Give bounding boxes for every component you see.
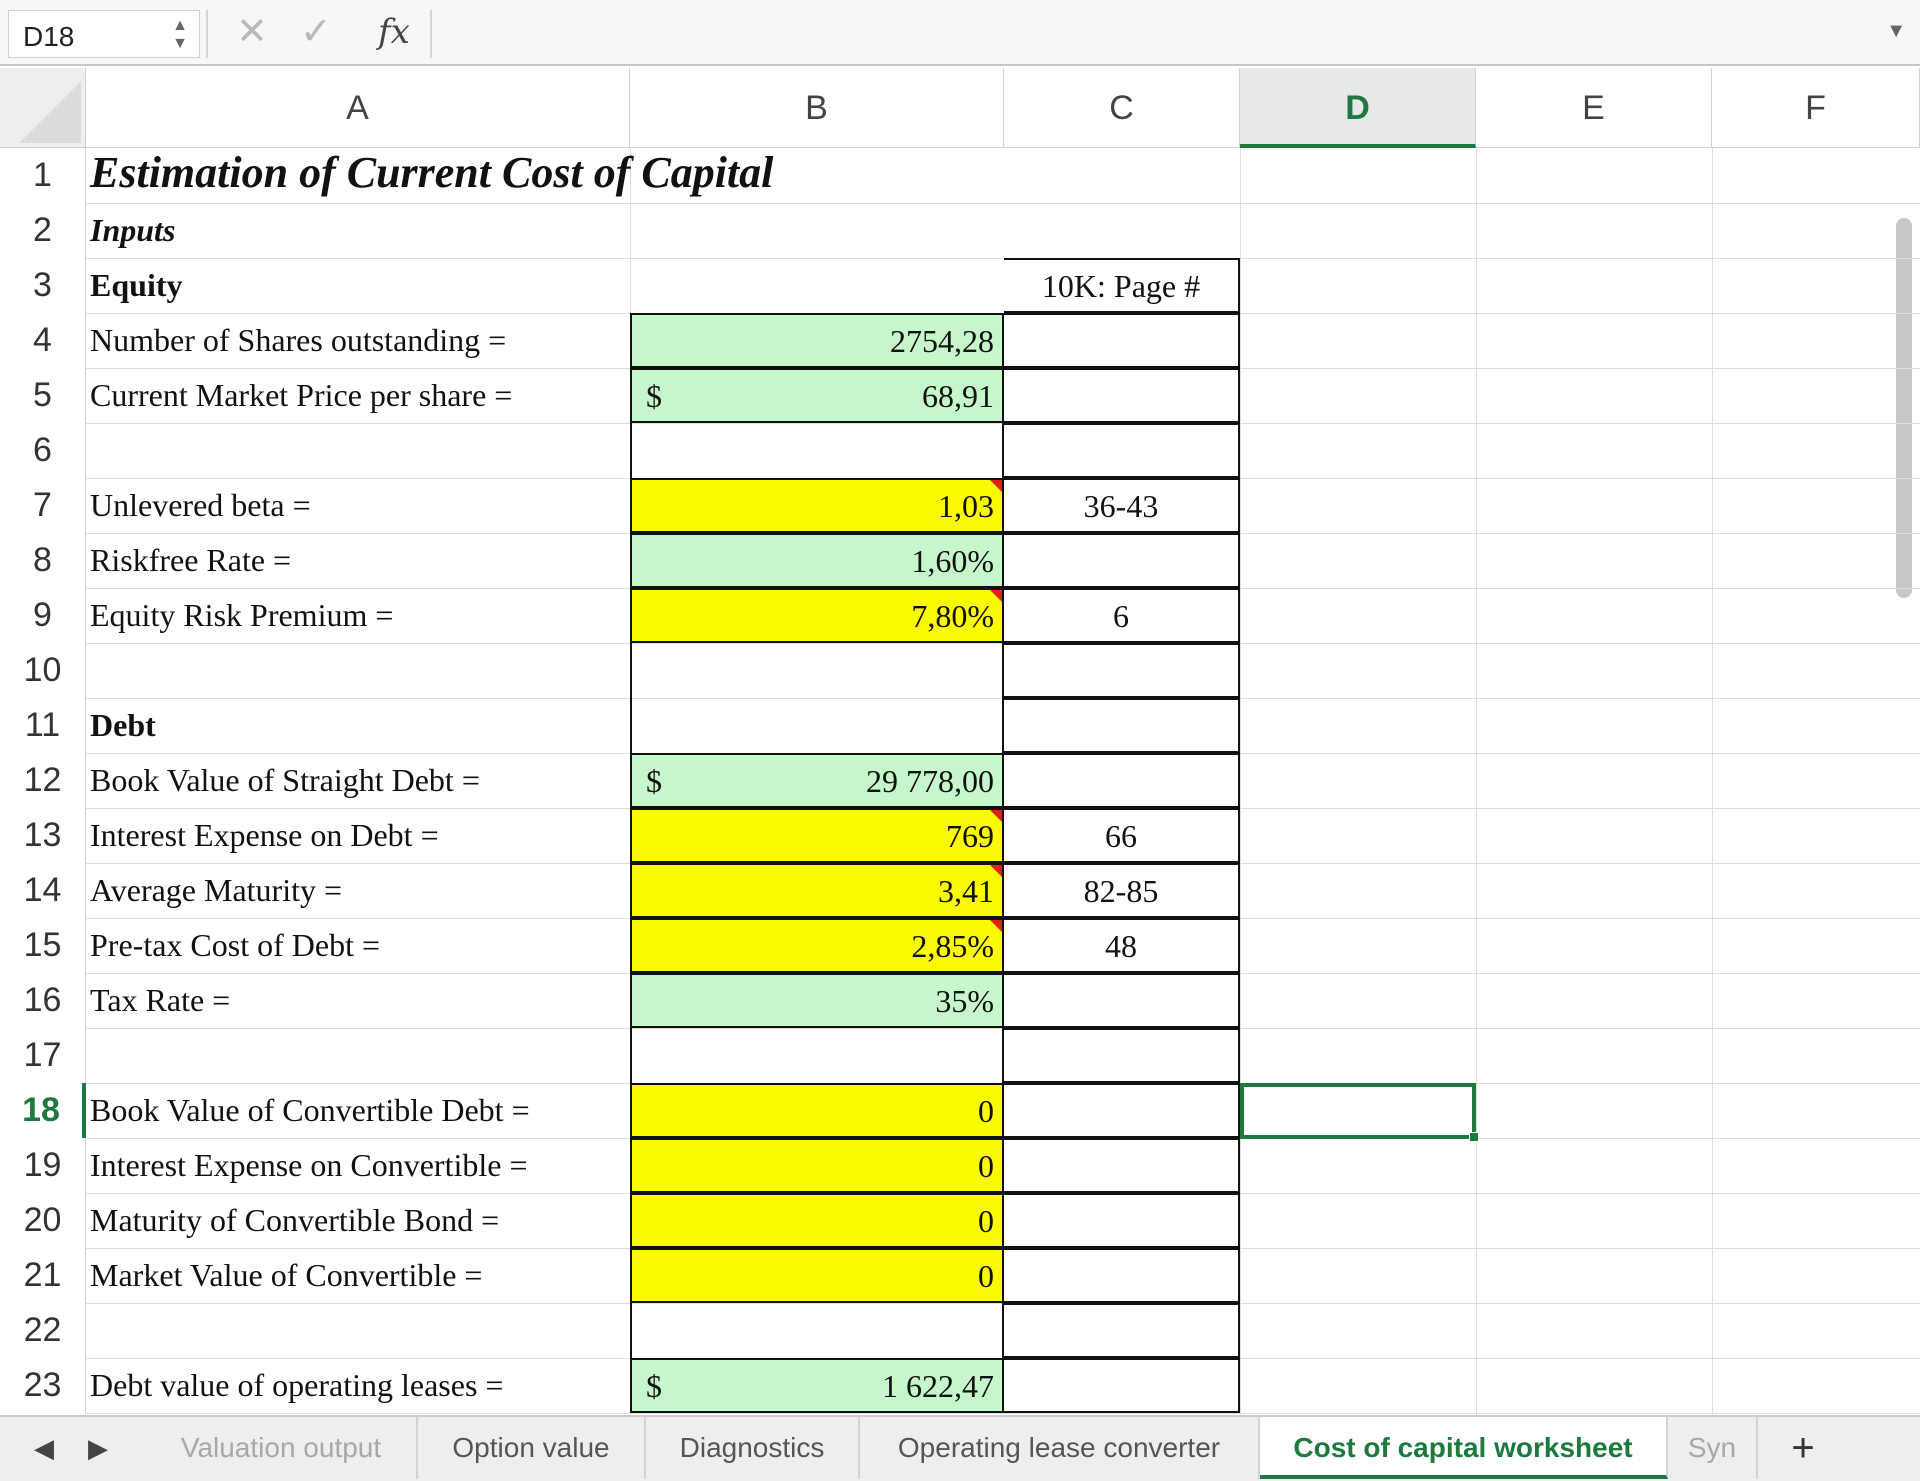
- cell-c20[interactable]: [1004, 1193, 1240, 1248]
- cell-c12[interactable]: [1004, 753, 1240, 808]
- cell-b5-value: 68,91: [922, 378, 994, 414]
- sheet-tab-operating-lease-converter[interactable]: Operating lease converter: [860, 1417, 1260, 1479]
- name-box-stepper-icon[interactable]: ▲ ▼: [172, 17, 188, 52]
- cell-b12[interactable]: [630, 753, 1004, 808]
- cell-b7-value: 1,03: [938, 488, 994, 524]
- cell-b19-value: 0: [978, 1148, 994, 1184]
- gridline-vertical: [1240, 148, 1241, 1415]
- row-header-18[interactable]: 18: [0, 1083, 86, 1138]
- cell-a5[interactable]: Current Market Price per share =: [90, 377, 513, 413]
- cell-b6[interactable]: [630, 423, 1004, 478]
- cell-c10[interactable]: [1004, 643, 1240, 698]
- row-header-12[interactable]: 12: [0, 753, 86, 808]
- cell-c14[interactable]: [1004, 863, 1240, 918]
- cell-c18[interactable]: [1004, 1083, 1240, 1138]
- cell-a20[interactable]: Maturity of Convertible Bond =: [90, 1202, 500, 1238]
- triangle-right-icon[interactable]: ▶: [88, 1433, 108, 1463]
- cell-b22[interactable]: [630, 1303, 1004, 1358]
- triangle-left-icon[interactable]: ◀: [34, 1433, 54, 1463]
- name-box-value[interactable]: D18: [23, 21, 75, 52]
- cell-c22[interactable]: [1004, 1303, 1240, 1358]
- fill-handle[interactable]: [1469, 1132, 1479, 1142]
- row-header-11[interactable]: 11: [0, 698, 86, 753]
- row-header-9[interactable]: 9: [0, 588, 86, 643]
- cell-a11[interactable]: Debt: [90, 707, 156, 743]
- column-header-f[interactable]: F: [1712, 68, 1920, 148]
- cell-c6[interactable]: [1004, 423, 1240, 478]
- cell-b15-value: 2,85%: [911, 928, 994, 964]
- sheet-tab-syn[interactable]: Syn: [1668, 1417, 1758, 1479]
- column-header-b[interactable]: B: [630, 68, 1004, 148]
- cell-a4[interactable]: Number of Shares outstanding =: [90, 322, 507, 358]
- cell-b23-value: 1 622,47: [882, 1368, 994, 1404]
- cell-a23[interactable]: Debt value of operating leases =: [90, 1367, 504, 1403]
- cell-a2[interactable]: Inputs: [90, 212, 176, 248]
- cell-c8[interactable]: [1004, 533, 1240, 588]
- row-header-17[interactable]: 17: [0, 1028, 86, 1083]
- cell-c15-value: 48: [1105, 928, 1137, 964]
- cell-c11[interactable]: [1004, 698, 1240, 753]
- row-header-4[interactable]: 4: [0, 313, 86, 368]
- formula-input[interactable]: [436, 10, 1876, 58]
- cell-c7[interactable]: [1004, 478, 1240, 533]
- cell-b5[interactable]: [630, 368, 1004, 423]
- select-all-corner[interactable]: [0, 68, 86, 148]
- cell-b21-value: 0: [978, 1258, 994, 1294]
- cell-a18[interactable]: Book Value of Convertible Debt =: [90, 1092, 530, 1128]
- chevron-down-icon[interactable]: ▼: [1886, 20, 1906, 42]
- row-header-22[interactable]: 22: [0, 1303, 86, 1358]
- row-header-7[interactable]: 7: [0, 478, 86, 533]
- comment-indicator-icon[interactable]: [990, 810, 1002, 822]
- cell-b8-value: 1,60%: [911, 543, 994, 579]
- gridline-horizontal: [86, 258, 1920, 259]
- row-header-8[interactable]: 8: [0, 533, 86, 588]
- cell-b15[interactable]: [630, 918, 1004, 973]
- cell-b16-value: 35%: [935, 983, 994, 1019]
- cell-b14-value: 3,41: [938, 873, 994, 909]
- row-header-23[interactable]: 23: [0, 1358, 86, 1413]
- cell-a15[interactable]: Pre-tax Cost of Debt =: [90, 927, 380, 963]
- gridline-vertical: [1712, 148, 1713, 1415]
- row-header-13[interactable]: 13: [0, 808, 86, 863]
- cell-a19[interactable]: Interest Expense on Convertible =: [90, 1147, 528, 1183]
- currency-symbol: $: [646, 378, 662, 414]
- cell-a1[interactable]: Estimation of Current Cost of Capital: [90, 148, 774, 197]
- gridline-horizontal: [86, 1413, 1920, 1414]
- cell-a9[interactable]: Equity Risk Premium =: [90, 597, 394, 633]
- name-box[interactable]: [8, 10, 200, 58]
- sheet-tab-diagnostics[interactable]: Diagnostics: [646, 1417, 860, 1479]
- row-header-5[interactable]: 5: [0, 368, 86, 423]
- cell-b12-value: 29 778,00: [866, 763, 994, 799]
- cell-b7[interactable]: [630, 478, 1004, 533]
- close-icon[interactable]: ✕: [236, 11, 268, 53]
- cell-c14-value: 82-85: [1083, 873, 1159, 909]
- check-icon[interactable]: ✓: [300, 11, 332, 53]
- cell-c13-value: 66: [1105, 818, 1137, 854]
- cell-b13-value: 769: [946, 818, 994, 854]
- column-header-c[interactable]: C: [1004, 68, 1240, 148]
- spreadsheet-grid[interactable]: [0, 68, 1920, 1415]
- cell-b17[interactable]: [630, 1028, 1004, 1083]
- column-header-e[interactable]: E: [1476, 68, 1712, 148]
- sheet-tab-option-value[interactable]: Option value: [418, 1417, 646, 1479]
- cell-b19[interactable]: [630, 1138, 1004, 1193]
- cell-c5[interactable]: [1004, 368, 1240, 423]
- row-header-6[interactable]: 6: [0, 423, 86, 478]
- sheet-tab-bar: [0, 1415, 1920, 1481]
- cell-a16[interactable]: Tax Rate =: [90, 982, 231, 1018]
- selected-cell-d18[interactable]: [1240, 1083, 1476, 1139]
- formula-bar-divider: [206, 10, 208, 58]
- fx-icon[interactable]: fx: [378, 12, 410, 52]
- row-header-1[interactable]: 1: [0, 148, 86, 203]
- cell-a13[interactable]: Interest Expense on Debt =: [90, 817, 439, 853]
- cell-b10[interactable]: [630, 643, 1004, 698]
- cell-c3-value: 10K: Page #: [1041, 268, 1201, 304]
- cell-b23[interactable]: [630, 1358, 1004, 1413]
- cell-b21[interactable]: [630, 1248, 1004, 1303]
- currency-symbol: $: [646, 763, 662, 799]
- row-header-20[interactable]: 20: [0, 1193, 86, 1248]
- cell-b18-value: 0: [978, 1093, 994, 1129]
- cell-b20-value: 0: [978, 1203, 994, 1239]
- cell-b4[interactable]: [630, 313, 1004, 368]
- cell-b16[interactable]: [630, 973, 1004, 1028]
- cell-b18[interactable]: [630, 1083, 1004, 1138]
- row-header-14[interactable]: 14: [0, 863, 86, 918]
- row-header-21[interactable]: 21: [0, 1248, 86, 1303]
- cell-c17[interactable]: [1004, 1028, 1240, 1083]
- add-sheet-button[interactable]: +: [1791, 1426, 1815, 1470]
- cell-c3[interactable]: [1004, 258, 1240, 313]
- cell-b9-value: 7,80%: [911, 598, 994, 634]
- cell-c15[interactable]: [1004, 918, 1240, 973]
- cell-b20[interactable]: [630, 1193, 1004, 1248]
- cell-b8[interactable]: [630, 533, 1004, 588]
- gridline-vertical: [1476, 148, 1477, 1415]
- cell-c16[interactable]: [1004, 973, 1240, 1028]
- cell-a8[interactable]: Riskfree Rate =: [90, 542, 292, 578]
- cell-a12[interactable]: Book Value of Straight Debt =: [90, 762, 480, 798]
- cell-a14[interactable]: Average Maturity =: [90, 872, 343, 908]
- gridline-horizontal: [86, 203, 1920, 204]
- column-header-d[interactable]: D: [1240, 68, 1476, 148]
- sheet-tab-valuation-output[interactable]: Valuation output: [146, 1417, 418, 1479]
- comment-indicator-icon[interactable]: [990, 920, 1002, 932]
- formula-bar-divider: [430, 10, 432, 58]
- cell-b11[interactable]: [630, 698, 1004, 753]
- row-header-10[interactable]: 10: [0, 643, 86, 698]
- row-header-16[interactable]: 16: [0, 973, 86, 1028]
- cell-b14[interactable]: [630, 863, 1004, 918]
- row-header-15[interactable]: 15: [0, 918, 86, 973]
- vertical-scrollbar[interactable]: [1896, 218, 1912, 598]
- cell-a3[interactable]: Equity: [90, 267, 183, 303]
- cell-b9[interactable]: [630, 588, 1004, 643]
- row-header-19[interactable]: 19: [0, 1138, 86, 1193]
- cell-c9[interactable]: [1004, 588, 1240, 643]
- currency-symbol: $: [646, 1368, 662, 1404]
- comment-indicator-icon[interactable]: [990, 480, 1002, 492]
- cell-b4-value: 2754,28: [890, 323, 994, 359]
- cell-c13[interactable]: [1004, 808, 1240, 863]
- sheet-tab-cost-of-capital-worksheet[interactable]: Cost of capital worksheet: [1260, 1417, 1668, 1479]
- row-header-2[interactable]: 2: [0, 203, 86, 258]
- formula-bar: [0, 0, 1920, 66]
- cell-c7-value: 36-43: [1083, 488, 1159, 524]
- cell-c4[interactable]: [1004, 313, 1240, 368]
- cell-c23[interactable]: [1004, 1358, 1240, 1413]
- cell-c21[interactable]: [1004, 1248, 1240, 1303]
- cell-a21[interactable]: Market Value of Convertible =: [90, 1257, 483, 1293]
- cell-a7[interactable]: Unlevered beta =: [90, 487, 311, 523]
- cell-c9-value: 6: [1113, 598, 1129, 634]
- comment-indicator-icon[interactable]: [990, 865, 1002, 877]
- cell-c19[interactable]: [1004, 1138, 1240, 1193]
- column-header-a[interactable]: A: [86, 68, 630, 148]
- comment-indicator-icon[interactable]: [990, 590, 1002, 602]
- row-header-3[interactable]: 3: [0, 258, 86, 313]
- cell-b13[interactable]: [630, 808, 1004, 863]
